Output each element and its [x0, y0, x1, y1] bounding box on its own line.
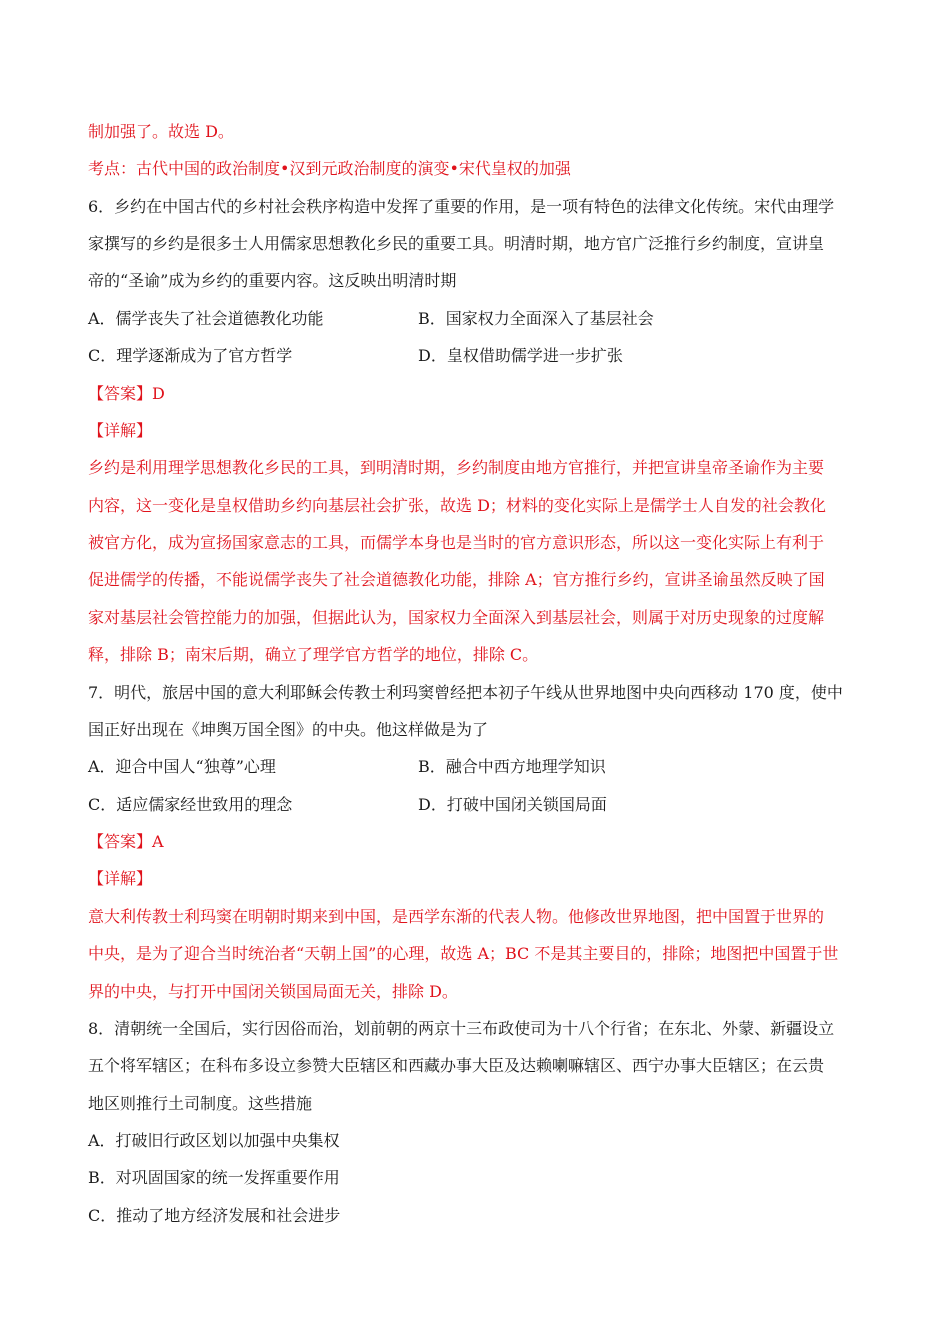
q8-option-b: B．对巩固国家的统一发挥重要作用 [88, 1168, 340, 1187]
q6-option-a: A．儒学丧失了社会道德教化功能 [88, 309, 324, 328]
q6-stem-line-1: 6．乡约在中国古代的乡村社会秩序构造中发挥了重要的作用，是一项有特色的法律文化传统。宋代由理学 [88, 197, 835, 216]
q6-detail-line-1: 乡约是利用理学思想教化乡民的工具，到明清时期，乡约制度由地方官推行，并把宣讲皇帝圣谕作为主要 [88, 458, 825, 477]
q6-detail-line-5: 家对基层社会管控能力的加强，但据此认为，国家权力全面深入到基层社会，则属于对历史现象的过度解 [88, 608, 825, 627]
q8-stem-line-2: 五个将军辖区；在科布多设立参赞大臣辖区和西藏办事大臣及达赖喇嘛辖区、西宁办事大臣辖区；在云贵 [88, 1056, 825, 1075]
q7-detail-label: 【详解】 [88, 869, 153, 888]
q7-stem-line-1: 7．明代，旅居中国的意大利耶稣会传教士利玛窦曾经把本初子午线从世界地图中央向西移动 170 度，使中 [88, 683, 843, 702]
q6-detail-line-2: 内容，这一变化是皇权借助乡约向基层社会扩张，故选 D；材料的变化实际上是儒学士人自发的社会教化 [88, 496, 826, 515]
q6-detail-line-6: 释，排除 B；南宋后期，确立了理学官方哲学的地位，排除 C。 [88, 645, 539, 664]
q8-stem-line-3: 地区则推行土司制度。这些措施 [88, 1094, 313, 1113]
q6-option-b: B．国家权力全面深入了基层社会 [418, 309, 654, 328]
q8-option-c: C．推动了地方经济发展和社会进步 [88, 1206, 341, 1225]
q7-option-a: A．迎合中国人“独尊”心理 [88, 757, 276, 776]
intro-tail: 制加强了。故选 D。 [88, 122, 234, 141]
q7-option-c: C．适应儒家经世致用的理念 [88, 795, 293, 814]
kaodian: 考点：古代中国的政治制度•汉到元政治制度的演变•宋代皇权的加强 [88, 159, 571, 178]
q7-option-b: B．融合中西方地理学知识 [418, 757, 606, 776]
q6-detail-label: 【详解】 [88, 421, 153, 440]
q6-option-c: C．理学逐渐成为了官方哲学 [88, 346, 293, 365]
q6-detail-line-3: 被官方化，成为宣扬国家意志的工具，而儒学本身也是当时的官方意识形态，所以这一变化实际上有利于 [88, 533, 825, 552]
q8-option-a: A．打破旧行政区划以加强中央集权 [88, 1131, 340, 1150]
q6-option-d: D．皇权借助儒学进一步扩张 [418, 346, 623, 365]
q7-detail-line-3: 界的中央，与打开中国闭关锁国局面无关，排除 D。 [88, 982, 458, 1001]
q7-detail-line-2: 中央，是为了迎合当时统治者“天朝上国”的心理，故选 A；BC 不是其主要目的，排除；地图把中国置于世 [88, 944, 839, 963]
q6-stem-line-2: 家撰写的乡约是很多士人用儒家思想教化乡民的重要工具。明清时期，地方官广泛推行乡约制度，宣讲皇 [88, 234, 825, 253]
q7-stem-line-2: 国正好出现在《坤舆万国全图》的中央。他这样做是为了 [88, 720, 489, 739]
q6-detail-line-4: 促进儒学的传播，不能说儒学丧失了社会道德教化功能，排除 A；官方推行乡约，宣讲圣谕虽然反映了国 [88, 570, 825, 589]
q6-answer: 【答案】D [88, 384, 165, 403]
q7-detail-line-1: 意大利传教士利玛窦在明朝时期来到中国，是西学东渐的代表人物。他修改世界地图，把中国置于世界的 [88, 907, 825, 926]
q7-answer: 【答案】A [88, 832, 164, 851]
q7-option-d: D．打破中国闭关锁国局面 [418, 795, 607, 814]
q6-stem-line-3: 帝的“圣谕”成为乡约的重要内容。这反映出明清时期 [88, 271, 457, 290]
q8-stem-line-1: 8．清朝统一全国后，实行因俗而治，划前朝的两京十三布政使司为十八个行省；在东北、外蒙、新疆设立 [88, 1019, 835, 1038]
